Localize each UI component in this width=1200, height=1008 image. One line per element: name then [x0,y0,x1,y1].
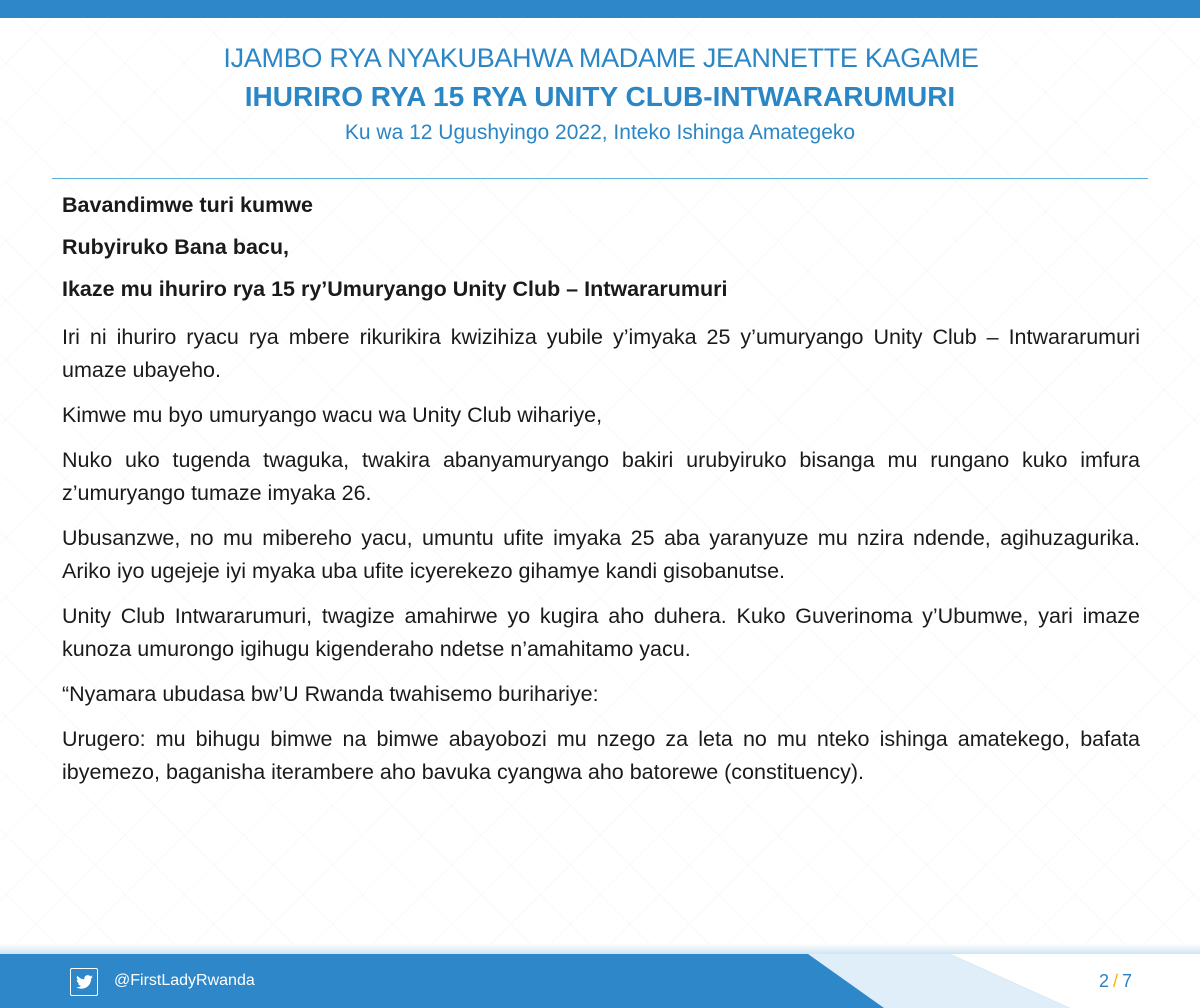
speech-header [0,40,1200,148]
page-current: 2 [1098,971,1109,991]
page-total: 7 [1121,971,1132,991]
greeting-line: Rubyiruko Bana bacu, [62,235,289,259]
greeting-line: Bavandimwe turi kumwe [62,193,313,217]
footer-bar [0,954,1200,1008]
twitter-bird-icon [76,975,93,989]
footer-stripe [0,944,1200,954]
event-date-location: Ku wa 12 Ugushyingo 2022, Inteko Ishinga Amategeko [344,121,856,144]
paragraph: Iri ni ihuriro ryacu rya mbere rikurikira kwizihiza yubile y’imyaka 25 y’umuryango Unity Club – Intwararumuri umaze ubayeho. [62,325,1140,382]
paragraph: Ubusanzwe, no mu mibereho yacu, umuntu ufite imyaka 25 aba yaranyuze mu nzira ndende, agihuzagurika. Ariko iyo ugejeje iyi myaka uba ufite icyerekezo gihamye kandi gisobanutse. [62,526,1140,583]
page-indicator [1099,969,1132,993]
paragraph: Urugero: mu bihugu bimwe na bimwe abayobozi mu nzego za leta no mu nteko ishinga amatekego, bafata ibyemezo, baganisha iterambere aho bavuka cyangwa aho batorewe (constituency). [62,727,1140,784]
paragraph: Kimwe mu byo umuryango wacu wa Unity Club wihariye, [62,403,603,427]
paragraph: Unity Club Intwararumuri, twagize amahirwe yo kugira aho duhera. Kuko Guverinoma y’Ubumwe, yari imaze kunoza umurongo igihugu kigenderaho ndetse n’amahitamo yacu. [62,604,1140,661]
header-divider [52,178,1148,179]
top-bar [0,0,1200,18]
twitter-link[interactable] [70,968,98,996]
speech-title: IJAMBO RYA NYAKUBAHWA MADAME JEANNETTE KAGAME [223,43,979,73]
speech-body [62,184,1140,789]
greeting-line: Ikaze mu ihuriro rya 15 ry’Umuryango Unity Club – Intwararumuri [62,277,728,301]
paragraph: Nuko uko tugenda twaguka, twakira abanyamuryango bakiri urubyiruko bisanga mu rungano kuko imfura z’umuryango tumaze imyaka 26. [62,448,1140,505]
twitter-handle[interactable]: @FirstLadyRwanda [114,972,255,989]
paragraph: “Nyamara ubudasa bw’U Rwanda twahisemo burihariye: [62,682,599,706]
page-separator: / [1112,971,1118,991]
event-title: IHURIRO RYA 15 RYA UNITY CLUB-INTWARARUMURI [244,81,956,112]
